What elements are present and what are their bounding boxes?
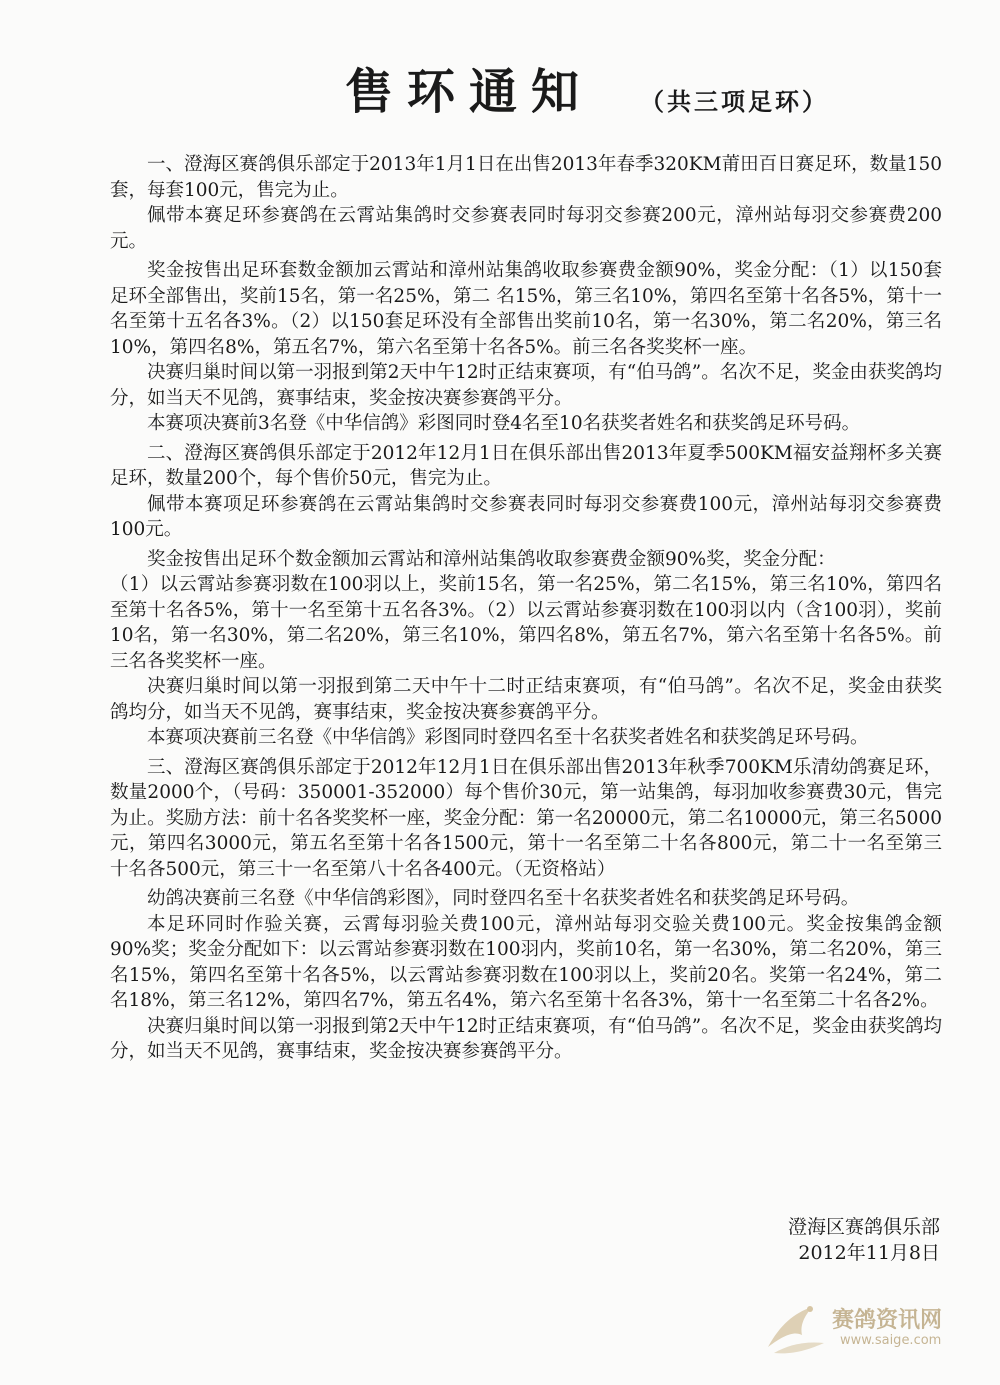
paragraph-13: 幼鸽决赛前三名登《中华信鸽彩图》，同时登四名至十名获奖者姓名和获奖鸽足环号码。 xyxy=(147,888,860,909)
title-row xyxy=(0,62,1000,132)
notice-body xyxy=(110,152,942,1065)
paragraph-4: 决赛归巢时间以第一羽报到第2天中午12时正结束赛项，有“伯马鸽”。名次不足，奖金由获奖鸽均分，如当天不见鸽，赛事结束，奖金按决赛参赛鸽平分。 xyxy=(110,362,942,409)
paragraph-3: 奖金按售出足环套数金额加云霄站和漳州站集鸽收取参赛费金额90%，奖金分配：（1）以150套足环全部售出，奖前15名，第一名25%，第二 名15%，第三名10%，第四名至第十名各5%，第十一名至第十五名各3%。（2）以150套足环没有全部售出奖前10名，第一名30%，第二名20%，第三名10%，第四名8%，第五名7%，第六名至第十名各5%。前三名各奖奖杯一座。 xyxy=(110,260,942,358)
paragraph-1: 一、澄海区赛鸽俱乐部定于2013年1月1日在出售2013年春季320KM莆田百日赛足环，数量150套，每套100元，售完为止。 xyxy=(110,154,942,201)
watermark-url: www.saige.com xyxy=(840,1333,942,1348)
paragraph-10: 决赛归巢时间以第一羽报到第二天中午十二时正结束赛项，有“伯马鸽”。名次不足，奖金由获奖鸽均分，如当天不见鸽，赛事结束，奖金按决赛参赛鸽平分。 xyxy=(110,676,942,723)
signature-org: 澄海区赛鸽俱乐部 xyxy=(787,1216,940,1238)
paragraph-7: 佩带本赛项足环参赛鸽在云霄站集鸽时交参赛表同时每羽交参赛费100元，漳州站每羽交参赛费100元。 xyxy=(110,493,942,540)
signature-date: 2012年11月8日 xyxy=(798,1242,940,1264)
pigeon-logo-icon xyxy=(760,1295,832,1365)
page-title: 售环通知 xyxy=(345,64,594,120)
paragraph-6: 二、澄海区赛鸽俱乐部定于2012年12月1日在俱乐部出售2013年夏季500KM福安益翔杯多关赛足环，数量200个，每个售价50元，售完为止。 xyxy=(110,442,942,489)
paragraph-2: 佩带本赛足环参赛鸽在云霄站集鸽时交参赛表同时每羽交参赛200元，漳州站每羽交参赛费200元。 xyxy=(110,205,943,252)
paragraph-5: 本赛项决赛前3名登《中华信鸽》彩图同时登4名至10名获奖者姓名和获奖鸽足环号码。 xyxy=(147,413,861,434)
signature-block xyxy=(788,1214,940,1266)
page-subtitle: （共三项足环） xyxy=(640,87,829,116)
watermark-site-name: 赛鸽资讯网 xyxy=(832,1308,943,1333)
paragraph-8: 奖金按售出足环个数金额加云霄站和漳州站集鸽收取参赛费金额90%奖，奖金分配： xyxy=(147,548,836,570)
paragraph-9: （1）以云霄站参赛羽数在100羽以上，奖前15名，第一名25%，第二名15%，第三名10%，第四名至第十名各5%，第十一名至第十五名各3%。（2）以云霄站参赛羽数在100羽以内（含100羽），奖前10名，第一名30%，第二名20%，第三名10%，第四名8%，第五名7%，第六名至第十名各5%。前三名各奖奖杯一座。 xyxy=(110,574,942,672)
paragraph-11: 本赛项决赛前三名登《中华信鸽》彩图同时登四名至十名获奖者姓名和获奖鸽足环号码。 xyxy=(147,727,869,748)
watermark xyxy=(760,1295,960,1365)
paragraph-12: 三、澄海区赛鸽俱乐部定于2012年12月1日在俱乐部出售2013年秋季700KM乐清幼鸽赛足环，数量2000个，（号码：350001-352000）每个售价30元，第一站集鸽，每羽加收参赛费30元，售完为止。奖励方法：前十名各奖奖杯一座，奖金分配：第一名20000元，第二名10000元，第三名5000元，第四名3000元，第五名至第十名各1500元，第十一名至第二十名各800元，第二十一名至第三十名各500元，第三十一名至第八十名各400元。（无资格站） xyxy=(110,756,942,880)
paragraph-14: 本足环同时作验关赛，云霄每羽验关费100元，漳州站每羽交验关费100元。奖金按集鸽金额90%奖；奖金分配如下：以云霄站参赛羽数在100羽内，奖前10名，第一名30%，第二名20%，第三名15%，第四名至第十名各5%，以云霄站参赛羽数在100羽以上，奖前20名。奖第一名24%，第二名18%，第三名12%，第四名7%，第五名4%，第六名至第十名各3%，第十一名至第二十名各2%。 xyxy=(110,913,942,1011)
paragraph-15: 决赛归巢时间以第一羽报到第2天中午12时正结束赛项，有“伯马鸽”。名次不足，奖金由获奖鸽均分，如当天不见鸽，赛事结束，奖金按决赛参赛鸽平分。 xyxy=(110,1015,942,1062)
